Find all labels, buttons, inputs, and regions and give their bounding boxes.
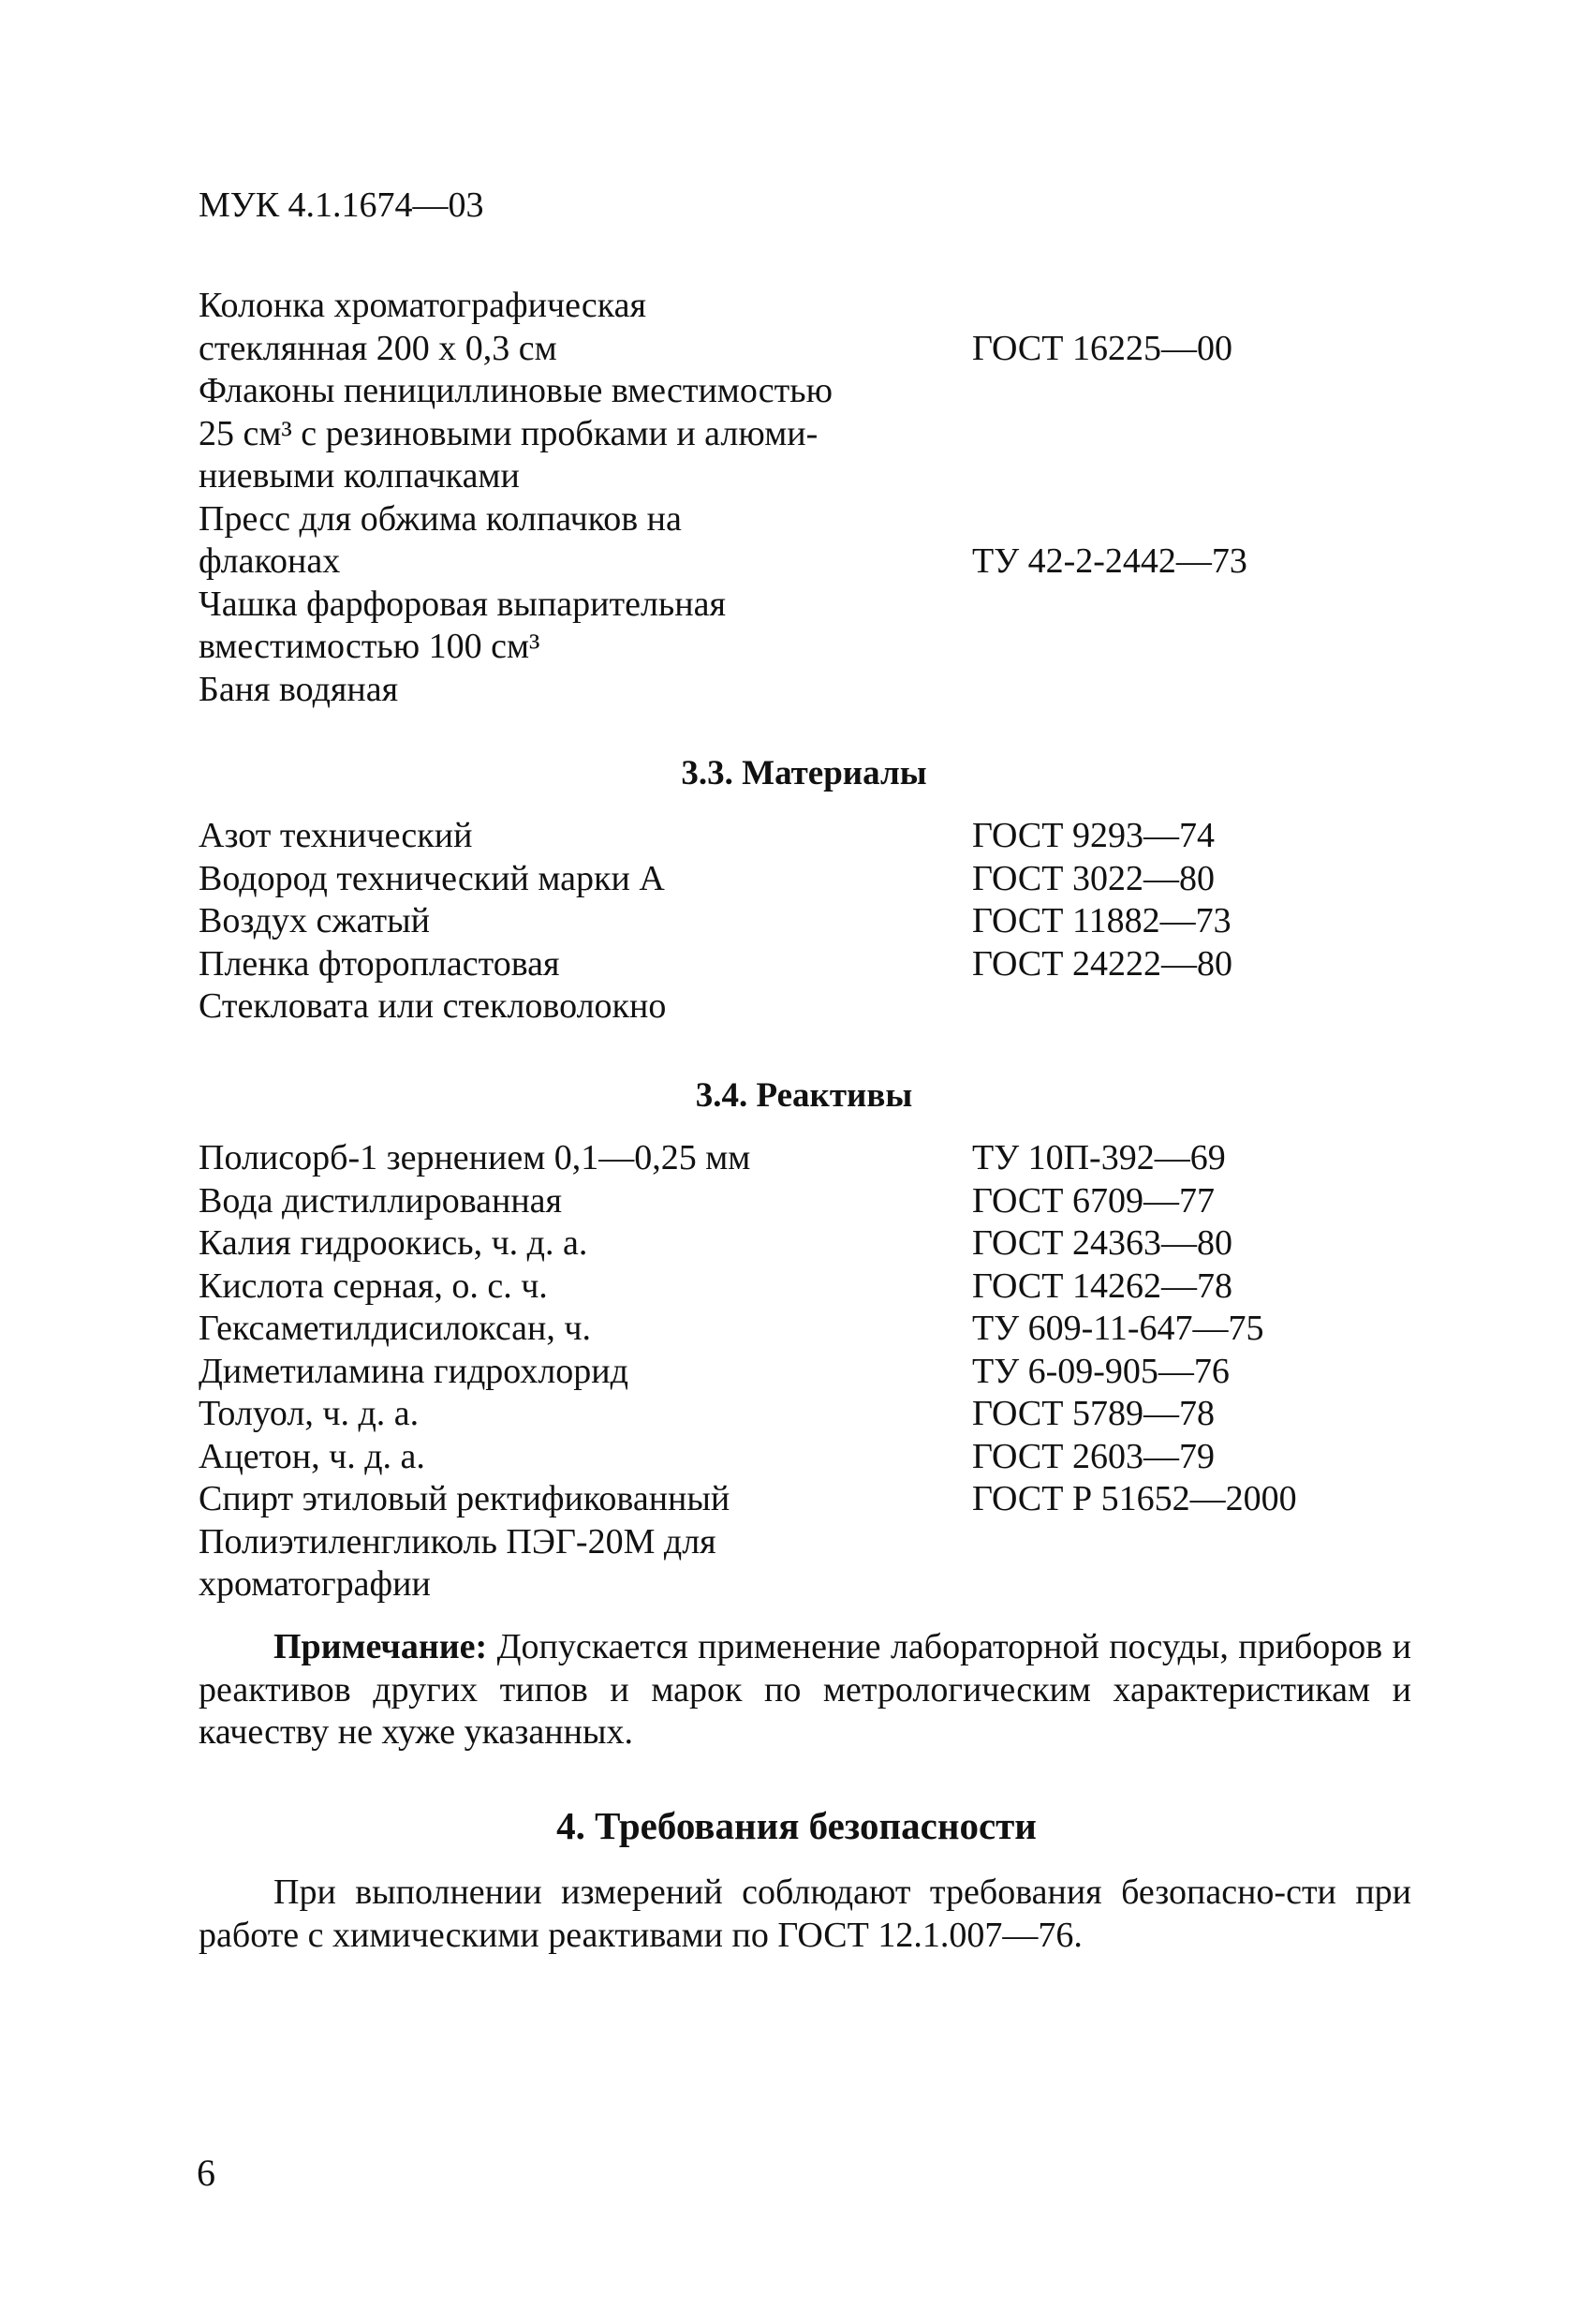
reagent-item-line: [199, 1563, 1416, 1606]
equipment-item-line: [199, 455, 1416, 498]
equipment-item-line-text: ниевыми колпачками: [199, 456, 520, 496]
reagent-item-line: [199, 1180, 1416, 1223]
reagent-item-line-text: Полиэтиленгликоль ПЭГ-20М для: [199, 1521, 716, 1562]
equipment-item-line: [199, 370, 1416, 413]
reagent-item-line-standard: ТУ 6-09-905—76: [972, 1351, 1230, 1391]
safety-paragraph: При выполнении измерений соблюдают требования безопасно-сти при работе с химическими реактивами по ГОСТ 12.1.007—76.: [199, 1873, 1411, 1955]
reagent-item-line-text: Полисорб-1 зернением 0,1—0,25 мм: [199, 1138, 751, 1177]
reagent-item-line: [199, 1478, 1416, 1521]
equipment-item-line-text: Пресс для обжима колпачков на: [199, 498, 682, 539]
reagent-item-line-text: Диметиламина гидрохлорид: [199, 1351, 628, 1391]
reagent-item-line: [199, 1222, 1416, 1266]
equipment-item-line-text: флаконах: [199, 541, 341, 581]
material-item: [199, 985, 1416, 1029]
reagent-item-line-text: Кислота серная, о. с. ч.: [199, 1266, 548, 1306]
document-code: МУК 4.1.1674—03: [199, 185, 484, 225]
material-item-standard: ГОСТ 3022—80: [972, 858, 1215, 898]
reagent-item-line-standard: ГОСТ 5789—78: [972, 1394, 1215, 1433]
reagent-item-line-standard: ГОСТ Р 51652—2000: [972, 1479, 1297, 1518]
reagent-item-line: [199, 1351, 1416, 1394]
material-item-text: Стекловата или стекловолокно: [199, 986, 667, 1026]
equipment-item-line: [199, 626, 1416, 669]
reagents-heading: 3.4. Реактивы: [695, 1076, 913, 1115]
equipment-item-line: [199, 285, 1416, 328]
page-number: 6: [197, 2152, 215, 2194]
reagent-item-line: [199, 1137, 1416, 1180]
material-item-standard: ГОСТ 9293—74: [972, 816, 1215, 855]
material-item-text: Воздух сжатый: [199, 901, 430, 940]
reagent-item-line-standard: ТУ 10П-392—69: [972, 1138, 1226, 1177]
note-paragraph: [199, 1626, 1411, 1754]
material-item-standard: ГОСТ 11882—73: [972, 901, 1232, 940]
equipment-item-line: [199, 540, 1416, 584]
reagent-item-line-text: Гексаметилдисилоксан, ч.: [199, 1309, 591, 1348]
equipment-list: [199, 285, 1416, 711]
equipment-item-line-standard: ТУ 42-2-2442—73: [972, 541, 1247, 581]
equipment-item-line: [199, 669, 1416, 712]
equipment-item-line-text: Колонка хроматографическая: [199, 286, 646, 325]
reagent-item-line-text: Спирт этиловый ректификованный: [199, 1479, 730, 1518]
material-item-text: Водород технический марки А: [199, 858, 665, 898]
reagents-list: [199, 1137, 1416, 1606]
equipment-item-line-standard: ГОСТ 16225—00: [972, 328, 1232, 368]
material-item: [199, 815, 1416, 858]
equipment-item-line-text: Чашка фарфоровая выпарительная: [199, 584, 726, 624]
materials-heading: 3.3. Материалы: [681, 754, 927, 792]
reagent-item-line-standard: ГОСТ 6709—77: [972, 1180, 1215, 1221]
reagent-item-line: [199, 1521, 1416, 1564]
reagent-item-line: [199, 1436, 1416, 1479]
reagent-item-line-standard: ГОСТ 14262—78: [972, 1266, 1232, 1306]
equipment-item-line: [199, 584, 1416, 627]
reagent-item-line: [199, 1266, 1416, 1309]
reagent-item-line-text: Вода дистиллированная: [199, 1180, 563, 1221]
material-item-text: Азот технический: [199, 816, 473, 855]
equipment-item-line-text: вместимостью 100 см³: [199, 627, 540, 666]
equipment-item-line-text: 25 см³ с резиновыми пробками и алюми-: [199, 413, 819, 453]
reagent-item-line: [199, 1393, 1416, 1436]
note-text: Допускается применение лабораторной посуды, приборов и реактивов других типов и марок по метрологическим характеристикам и качеству не хуже указанных.: [199, 1627, 1411, 1752]
materials-list: [199, 815, 1416, 1029]
reagent-item-line-text: Калия гидроокись, ч. д. а.: [199, 1223, 588, 1263]
material-item: [199, 943, 1416, 986]
reagent-item-line-standard: ТУ 609-11-647—75: [972, 1309, 1264, 1348]
safety-heading: 4. Требования безопасности: [556, 1804, 1037, 1847]
material-item-text: Пленка фторопластовая: [199, 943, 560, 984]
equipment-item-line-text: стеклянная 200 х 0,3 см: [199, 328, 557, 368]
reagent-item-line: [199, 1308, 1416, 1351]
equipment-item-line: [199, 328, 1416, 371]
reagent-item-line-standard: ГОСТ 24363—80: [972, 1223, 1232, 1263]
reagent-item-line-text: Толуол, ч. д. а.: [199, 1394, 420, 1433]
reagent-item-line-standard: ГОСТ 2603—79: [972, 1436, 1215, 1476]
material-item: [199, 900, 1416, 943]
equipment-item-line: [199, 413, 1416, 456]
equipment-item-line-text: Баня водяная: [199, 669, 399, 709]
equipment-item-line: [199, 498, 1416, 541]
material-item: [199, 858, 1416, 901]
note-label: Примечание:: [273, 1627, 488, 1666]
equipment-item-line-text: Флаконы пенициллиновые вместимостью: [199, 371, 833, 410]
reagent-item-line-text: хроматографии: [199, 1564, 431, 1604]
reagent-item-line-text: Ацетон, ч. д. а.: [199, 1436, 425, 1476]
material-item-standard: ГОСТ 24222—80: [972, 943, 1232, 984]
